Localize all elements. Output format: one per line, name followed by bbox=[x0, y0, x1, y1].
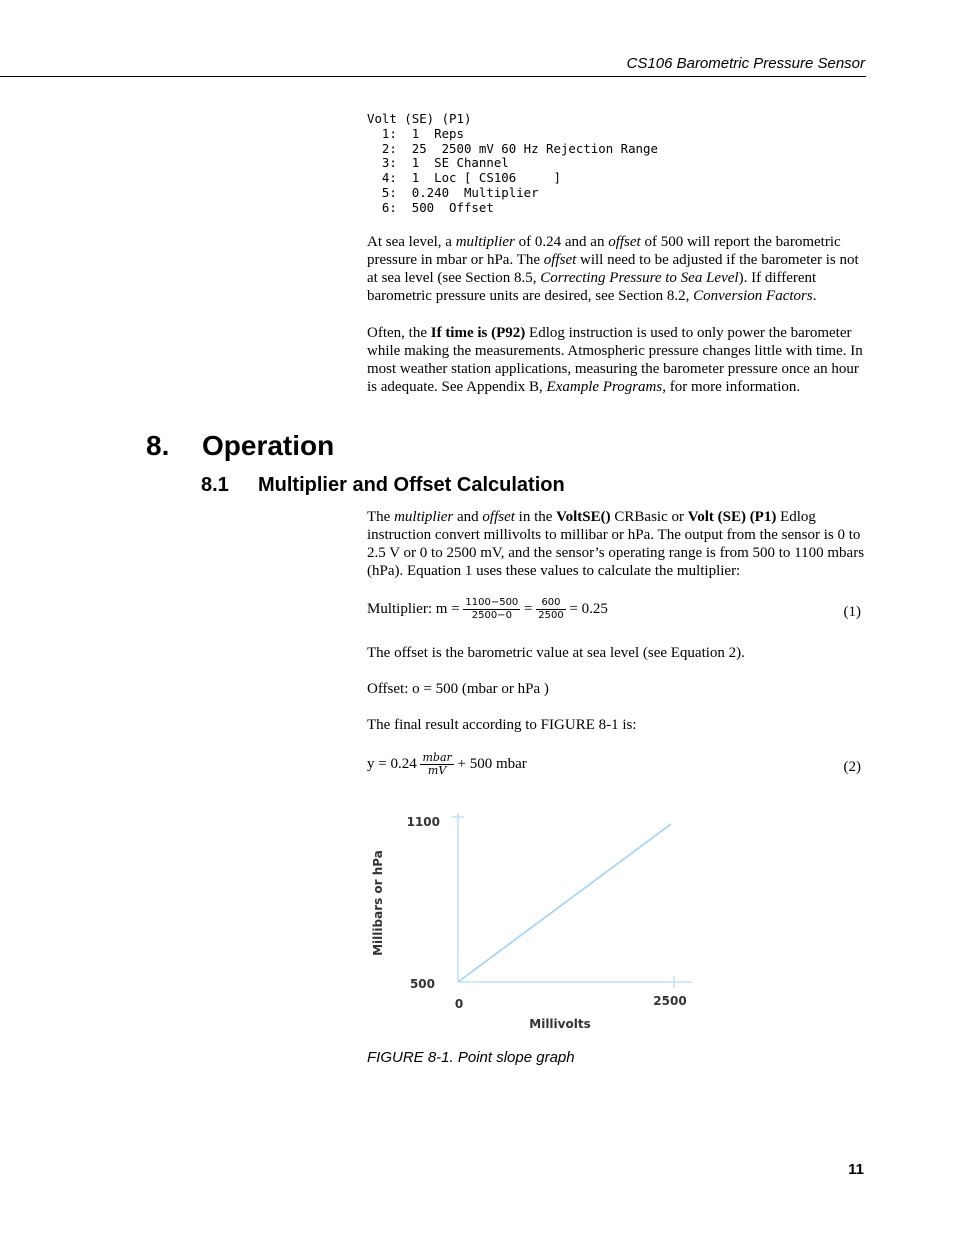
section-reference[interactable]: Conversion Factors bbox=[693, 288, 813, 304]
point-slope-chart bbox=[360, 805, 700, 1037]
header-rule bbox=[0, 76, 866, 77]
fraction: $\frac{\text{mbar}}{mV}$ bbox=[422, 751, 452, 777]
code-line: 6: 500 Offset bbox=[367, 199, 494, 215]
code-line: 3: 1 SE Channel bbox=[367, 155, 509, 171]
equation-2: y = 0.24 $\frac{\text{mbar}}{mV}$ + 500 mbar (2) bbox=[367, 751, 861, 777]
fraction: $\frac{600}{2500}$ bbox=[538, 597, 564, 621]
code-line: 4: 1 Loc [ CS106 ] bbox=[367, 170, 561, 186]
offset-formula: Offset: o = 500 (mbar or hPa ) bbox=[367, 681, 549, 697]
x-tick-label: 2500 bbox=[653, 994, 687, 1008]
appendix-reference[interactable]: Example Programs bbox=[546, 379, 663, 395]
subsection-heading: 8.1 Multiplier and Offset Calculation bbox=[201, 474, 565, 496]
paragraph-sea-level: At sea level, a multiplier of 0.24 and an offset of 500 will report the barometric pressure in mbar or hPa. The offset will need to be adjusted if the barometer is not at sea level (see Section 8.5, Correcting Pressure to Sea Level). If different barometric pressure units are desired, see Section 8.2, Conversion Factors. bbox=[367, 234, 859, 304]
fraction: $\frac{1100-500}{2500-0}$ bbox=[465, 597, 519, 621]
paragraph-offset: The offset is the barometric value at sea level (see Equation 2). bbox=[367, 645, 745, 661]
paragraph-multiplier-offset: The multiplier and offset in the VoltSE() CRBasic or Volt (SE) (P1) Edlog instruction convert millivolts to millibar or hPa. The output from the sensor is 0 to 2.5 V or 0 to 2500 mV, and the sensor’s operating range is from 500 to 1100 mbars (hPa). Equation 1 uses these values to calculate the multiplier: bbox=[367, 509, 865, 579]
figure-caption: FIGURE 8-1. Point slope graph bbox=[367, 1049, 575, 1066]
equation-number: (1) bbox=[843, 604, 861, 620]
code-line: 5: 0.240 Multiplier bbox=[367, 184, 539, 200]
header-title: CS106 Barometric Pressure Sensor bbox=[626, 55, 865, 72]
code-line: 1: 1 Reps bbox=[367, 125, 464, 141]
code-line: Volt (SE) (P1) bbox=[367, 111, 472, 126]
section-heading: 8. Operation bbox=[146, 430, 335, 461]
code-block bbox=[367, 112, 658, 216]
x-axis-label: Millivolts bbox=[529, 1017, 591, 1031]
y-tick-label: 1100 bbox=[406, 815, 440, 829]
equation-1: Multiplier: m = $\frac{1100-500}{2500-0}$ = $\frac{600}{2500}$ = 0.25 (1) bbox=[367, 597, 861, 621]
series-group bbox=[458, 824, 671, 982]
page-number: 11 bbox=[848, 1161, 864, 1178]
y-tick-label: 500 bbox=[409, 977, 435, 991]
section-reference[interactable]: Correcting Pressure to Sea Level bbox=[540, 270, 739, 286]
paragraph-final-result: The final result according to FIGURE 8-1 is: bbox=[367, 717, 637, 733]
paragraph-power: Often, the If time is (P92) Edlog instruction is used to only power the barometer while making the measurements. Atmospheric pressure changes little with time. In most weather station applications, measuring the barometer pressure once an hour is adequate. See Appendix B, Example Programs, for more information. bbox=[367, 325, 863, 395]
code-line: 2: 25 2500 mV 60 Hz Rejection Range bbox=[367, 140, 658, 156]
y-axis-label: Millibars or hPa bbox=[371, 850, 385, 956]
x-tick-label: 0 bbox=[454, 997, 464, 1011]
equation-number: (2) bbox=[843, 759, 861, 775]
series-line-segment bbox=[458, 824, 671, 982]
